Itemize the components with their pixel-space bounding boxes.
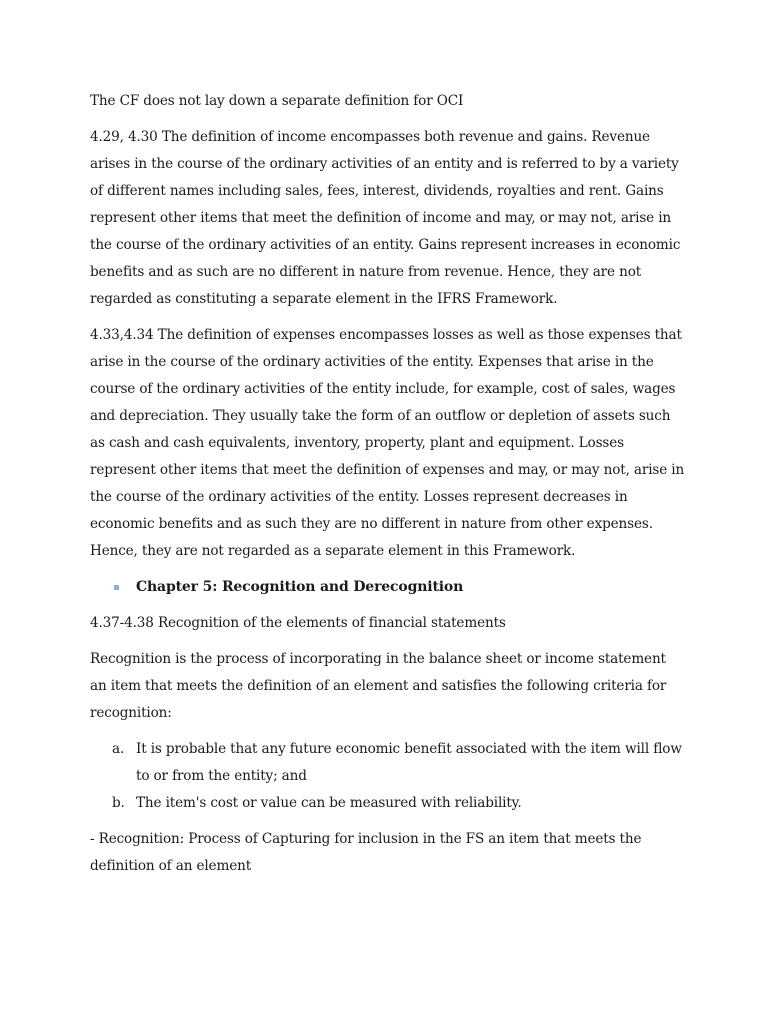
criteria-item: [90, 790, 686, 817]
recognition-paragraph: Recognition is the process of incorporating in the balance sheet or income statement an item that meets the definition of an element and satisfies the following criteria for recognition:: [90, 651, 667, 721]
recognition-note: - Recognition: Process of Capturing for inclusion in the FS an item that meets the definition of an element: [90, 831, 642, 874]
square-bullet-icon: [114, 585, 119, 590]
criteria-letter: a.: [112, 741, 125, 757]
criteria-letter: b.: [112, 795, 125, 811]
income-definition-paragraph: 4.29, 4.30 The definition of income encompasses both revenue and gains. Revenue arises in the course of the ordinary activities of an entity and is referred to by a variety of different names including sales, fees, interest, dividends, royalties and rent. Gains represent other items that meet the definition of income and may, or may not, arise in the course of the ordinary activities of an entity. Gains represent increases in economic benefits and as such are no different in nature from revenue. Hence, they are not regarded as constituting a separate element in the IFRS Framework.: [90, 129, 681, 307]
document-page: [90, 88, 686, 889]
chapter-heading-text: Chapter 5: Recognition and Derecognition: [136, 579, 464, 595]
expenses-definition-paragraph: 4.33,4.34 The definition of expenses encompasses losses as well as those expenses that arise in the course of the ordinary activities of the entity. Expenses that arise in the course of the ordinary activities of the entity include, for example, cost of sales, wages and depreciation. They usually take the form of an outflow or depletion of assets such as cash and cash equivalents, inventory, property, plant and equipment. Losses represent other items that meet the definition of expenses and may, or may not, arise in the course of the ordinary activities of the entity. Losses represent decreases in economic benefits and as such they are no different in nature from other expenses. Hence, they are not regarded as a separate element in this Framework.: [90, 327, 685, 559]
chapter-heading: [90, 574, 686, 601]
intro-paragraph: The CF does not lay down a separate definition for OCI: [90, 93, 464, 109]
criteria-text: The item's cost or value can be measured with reliability.: [136, 795, 522, 811]
criteria-text: It is probable that any future economic benefit associated with the item will flow to or from the entity; and: [136, 741, 682, 784]
section-heading: 4.37-4.38 Recognition of the elements of financial statements: [90, 615, 506, 631]
criteria-item: [90, 736, 686, 790]
recognition-criteria-list: [90, 736, 686, 817]
